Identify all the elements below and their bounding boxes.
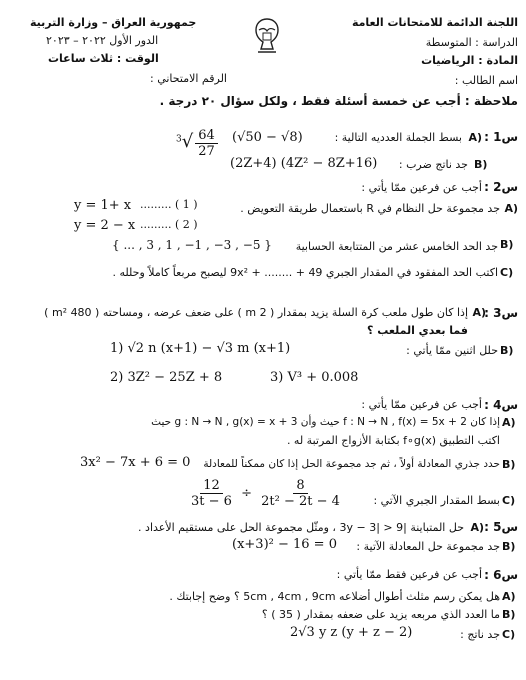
q4-b-mark: B) xyxy=(502,458,516,471)
q2-b-text: جد الحد الخامس عشر من المتتابعة الحسابية xyxy=(295,240,498,253)
fraction-64-27: $\frac{64}{27}$ xyxy=(195,128,218,159)
fraction-12: $\frac{12}{3t - 6}$ xyxy=(191,478,232,509)
q1-label: س1 : xyxy=(484,130,518,144)
q2-a-mark: A) xyxy=(504,202,518,215)
q4-a-mark: A) xyxy=(502,416,516,429)
q6-c-text: جد ناتج : xyxy=(460,628,500,641)
q2-c-mark: C) xyxy=(500,266,514,279)
q4-b-text: حدد جذري المعادلة أولاً ، ثم جد مجموعة الحل إذا كان ممكناً للمعادلة xyxy=(203,458,500,470)
exam-note: ملاحظة : أجب عن خمسة أسئلة فقط ، ولكل سؤال ٢٠ درجة . xyxy=(159,94,518,108)
q4-a-text-2: اكتب التطبيق f∘g(x) بكتابة الأزواج المرتبة له . xyxy=(286,434,500,447)
q1-b-mark: B) xyxy=(474,158,488,171)
exam-round: الدور الأول ٢٠٢٢ – ٢٠٢٣ xyxy=(46,34,159,47)
exam-number-label: الرقم الامتحاني : xyxy=(150,72,227,85)
q2-eq1-number: ......... ( 1 ) xyxy=(140,198,198,211)
root-index: 3 xyxy=(176,134,182,145)
q4-c-math xyxy=(186,478,345,509)
q4-c-text: بسط المقدار الجبري الآتي : xyxy=(373,494,500,507)
student-name-label: اسم الطالب : xyxy=(454,74,518,87)
q6-b-text: ما العدد الذي مربعه يزيد على ضعفه بمقدار ( 35 ) ؟ xyxy=(261,608,500,621)
q3-label: س3 : xyxy=(484,306,518,320)
q4-label: س4 : xyxy=(484,398,518,412)
q6-label: س6 : xyxy=(484,568,518,582)
q3-a-mark: A) xyxy=(472,306,486,319)
q2-intro: أجب عن فرعين ممّا يأتي : xyxy=(361,181,482,194)
q5-label: س5 : xyxy=(484,520,518,534)
q1-a-text: بسط الجملة العدديه التالية : xyxy=(334,131,462,144)
q3-b-mark: B) xyxy=(500,344,514,357)
q5-b-math: (x+3)² − 16 = 0 xyxy=(232,537,337,552)
q5-a-text: حل المتباينة |3y − 3| > 9 ، ومثّل مجموعة الحل على مستقيم الأعداد . xyxy=(138,521,464,534)
q6-c-math: 2√3 y z (y + z − 2) xyxy=(290,625,413,640)
q2-a-text: جد مجموعة حل النظام في R باستعمال طريقة التعويض . xyxy=(240,202,500,215)
committee-title: اللجنة الدائمة للامتحانات العامة xyxy=(351,16,518,29)
q2-c-text: اكتب الحد المفقود في المقدار الجبري 49 + ........ + 9x² ليصبح مربعاً كاملاً وحلله . xyxy=(112,266,498,279)
q3-factor-1: 1) √2 n (x+1) − √3 m (x+1) xyxy=(110,341,291,356)
iraq-emblem-icon xyxy=(250,16,284,56)
q4-c-mark: C) xyxy=(502,494,516,507)
q6-c-mark: C) xyxy=(502,628,516,641)
exam-time: الوقت : ثلاث ساعات xyxy=(48,52,159,65)
ministry-title: جمهورية العراق – وزارة التربية xyxy=(30,16,197,29)
q6-b-mark: B) xyxy=(502,608,516,621)
q5-b-mark: B) xyxy=(502,540,516,553)
q4-intro: أجب عن فرعين ممّا يأتي : xyxy=(361,398,482,411)
q2-b-mark: B) xyxy=(500,238,514,251)
q1-b-text: جد ناتج ضرب : xyxy=(398,158,468,171)
q1-a-math: $^3$√ $\frac{64}{27}$ xyxy=(176,128,220,159)
q3-a-text: إذا كان طول ملعب كرة السلة يزيد بمقدار ( 2 m ) على ضعف عرضه ، ومساحته ( 480 m² ) xyxy=(44,306,468,319)
q6-a-text: هل يمكن رسم مثلث أطوال أضلاعه 5cm , 4cm , 9cm ؟ وضح إجابتك . xyxy=(169,590,500,603)
division-sign: ÷ xyxy=(241,486,252,501)
q3-factor-2: 2) 3Z² − 25Z + 8 xyxy=(110,370,223,385)
q6-intro: أجب عن فرعين فقط ممّا يأتي : xyxy=(336,568,482,581)
fraction-8: $\frac{8}{\text{2t² − 2t − 4}}$ xyxy=(261,478,340,509)
q6-a-mark: A) xyxy=(502,590,516,603)
q4-b-math: 3x² − 7x + 6 = 0 xyxy=(80,455,191,470)
q2-label: س2 : xyxy=(484,180,518,194)
q1-a-mark: A) xyxy=(468,131,482,144)
q3-a-text-2: فما بعدي الملعب ؟ xyxy=(367,324,468,337)
q3-factor-3: 3) V³ + 0.008 xyxy=(270,370,359,385)
q4-a-text: إذا كان f : N → N , f(x) = 5x + 2 حيث وأن g : N → N , g(x) = x + 3 حيث xyxy=(151,416,500,428)
q5-b-text: جد مجموعة حل المعادلة الآتية : xyxy=(356,540,500,553)
q2-eq1: y = 1+ x xyxy=(74,198,132,213)
q2-eq2: y = 2 − x xyxy=(74,218,136,233)
q1-b-math: (2Z+4) (4Z² − 8Z+16) xyxy=(230,156,378,171)
q2-eq2-number: ......... ( 2 ) xyxy=(140,218,198,231)
q2-b-sequence: { ... , 3 , 1 , −1 , −3 , −5 } xyxy=(112,238,272,252)
subject-name: المادة : الرياضيات xyxy=(421,54,518,67)
q1-a-paren: (√50 − √8) xyxy=(232,130,303,145)
q5-a-mark: A) xyxy=(470,521,484,534)
q3-b-text: حلل اثنين ممّا يأتي : xyxy=(406,344,498,357)
study-level: الدراسة : المتوسطة xyxy=(425,36,518,49)
